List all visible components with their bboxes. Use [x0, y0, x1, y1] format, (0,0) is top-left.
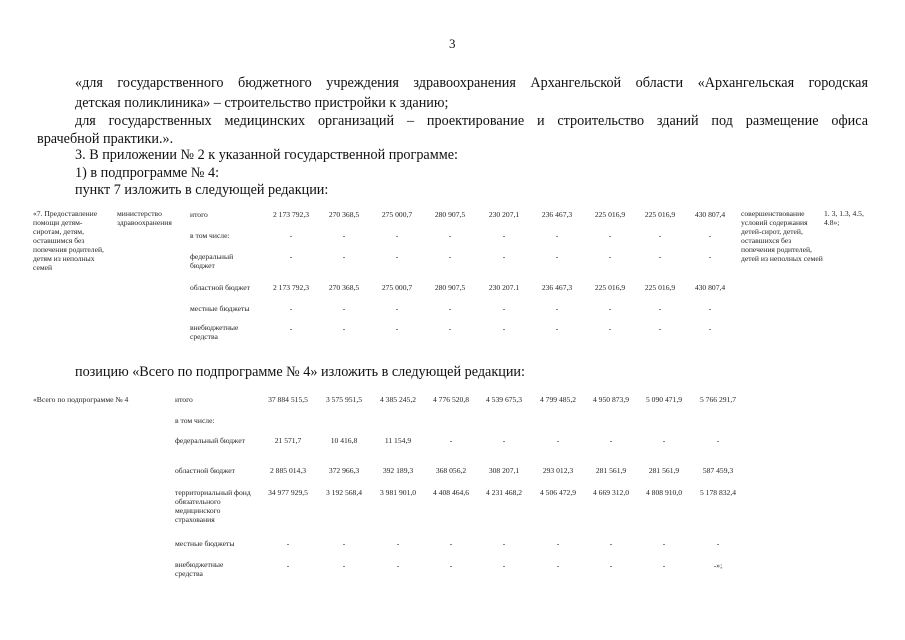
table1-cell: -: [708, 252, 712, 261]
table2-cell: -: [449, 539, 453, 548]
table1-cell: 280 907,5: [434, 283, 466, 292]
table1-cell: -: [658, 304, 662, 313]
table2-cell: -: [342, 561, 346, 570]
table1-row-label: в том числе:: [190, 231, 230, 240]
table1-event-name: «7. Предоставление помощи детям-сиротам, детям, оставшимся без попечения родителей, детям из неполных семей: [33, 209, 104, 272]
table1-cell: -: [502, 252, 506, 261]
table1-cell: -: [502, 324, 506, 333]
table1-cell: -: [448, 252, 452, 261]
table2-cell: 392 189,3: [382, 466, 414, 475]
table1-cell: -: [395, 252, 399, 261]
table1-cell: 430 807,4: [694, 210, 726, 219]
table2-cell: 368 056,2: [435, 466, 467, 475]
table2-cell: 4 231 468,2: [485, 488, 523, 497]
table2-cell: 5 766 291,7: [699, 395, 737, 404]
table2-row-label: итого: [175, 395, 193, 404]
table1-cell: 270 368,5: [328, 210, 360, 219]
table2-cell: -: [396, 561, 400, 570]
table1-cell: -: [289, 324, 293, 333]
table2-cell: 4 408 464,6: [432, 488, 470, 497]
table2-cell: 281 561,9: [648, 466, 680, 475]
table1-cell: -: [448, 304, 452, 313]
table1-cell: -: [448, 324, 452, 333]
table1-cell: 225 016,9: [644, 210, 676, 219]
table2-cell: -: [449, 561, 453, 570]
table1-cell: -: [708, 324, 712, 333]
table2-cell: -: [342, 539, 346, 548]
table2-cell: 308 207,1: [488, 466, 520, 475]
table1-cell: -: [608, 324, 612, 333]
table1-cell: -: [342, 252, 346, 261]
table1-cell: 270 368,5: [328, 283, 360, 292]
table1-cell: -: [448, 231, 452, 240]
table2-row-label: территориальный фонд обязательного медицинского страхования: [175, 488, 251, 524]
table2-cell: 3 981 901,0: [379, 488, 417, 497]
table2-cell: -: [662, 561, 666, 570]
table1-executor: министерство здравоохранения: [117, 209, 172, 227]
table1-cell: 275 000,7: [381, 283, 413, 292]
table2-cell: -: [502, 561, 506, 570]
table2-cell: -: [662, 539, 666, 548]
table2-cell: 3 575 951,5: [325, 395, 363, 404]
intro-line-2: детская поликлиника» – строительство пристройки к зданию;: [75, 95, 449, 111]
item-1: 1) в подпрограмме № 4:: [75, 165, 220, 181]
table1-row-label: федеральный бюджет: [190, 252, 234, 270]
table2-cell: -: [396, 539, 400, 548]
table2-cell: -»;: [713, 561, 723, 570]
intro-line-4: врачебной практики.».: [37, 131, 174, 147]
table1-cell: 280 907,5: [434, 210, 466, 219]
table2-cell: 587 459,3: [702, 466, 734, 475]
table2-cell: -: [286, 561, 290, 570]
table1-cell: -: [289, 304, 293, 313]
table1-cell: -: [608, 304, 612, 313]
table1-cell: 430 807,4: [694, 283, 726, 292]
table2-row-label: в том числе:: [175, 416, 215, 425]
table1-cell: -: [555, 252, 559, 261]
intro-line-3: для государственных медицинских организаций – проектирование и строительство зданий под размещение офиса: [75, 113, 868, 129]
intro-line-1: «для государственного бюджетного учреждения здравоохранения Архангельской области «Архангельская городская: [75, 75, 868, 91]
table1-cell: -: [502, 304, 506, 313]
table2-cell: -: [556, 539, 560, 548]
table2-cell: 4 808 910,0: [645, 488, 683, 497]
table1-cell: -: [502, 231, 506, 240]
table1-cell: 236 467,3: [541, 210, 573, 219]
table2-row-label: местные бюджеты: [175, 539, 235, 548]
table2-cell: 3 192 568,4: [325, 488, 363, 497]
table2-cell: -: [502, 436, 506, 445]
table1-cell: -: [708, 304, 712, 313]
table2-cell: 4 539 675,3: [485, 395, 523, 404]
table1-row-label: внебюджетные средства: [190, 323, 239, 341]
table1-cell: -: [342, 231, 346, 240]
table2-cell: 4 506 472,9: [539, 488, 577, 497]
table1-cell: -: [658, 324, 662, 333]
table1-cell: -: [289, 231, 293, 240]
table2-cell: -: [716, 436, 720, 445]
table2-cell: 4 669 312,0: [592, 488, 630, 497]
table2-cell: -: [716, 539, 720, 548]
table1-cell: 230 207,1: [488, 210, 520, 219]
table1-cell: -: [395, 304, 399, 313]
table1-row-label: местные бюджеты: [190, 304, 250, 313]
table1-cell: -: [395, 324, 399, 333]
table2-cell: -: [662, 436, 666, 445]
table1-cell: 225 016,9: [594, 283, 626, 292]
table2-cell: -: [502, 539, 506, 548]
table2-cell: 5 178 832,4: [699, 488, 737, 497]
point-7-text: пункт 7 изложить в следующей редакции:: [75, 182, 329, 198]
table2-cell: 293 012,3: [542, 466, 574, 475]
table1-cell: -: [342, 324, 346, 333]
table2-cell: 37 884 515,5: [268, 395, 308, 404]
table1-row-label: областной бюджет: [190, 283, 250, 292]
table1-row-label: итого: [190, 210, 208, 219]
table2-cell: -: [286, 539, 290, 548]
table2-cell: -: [609, 561, 613, 570]
table1-cell: 275 000,7: [381, 210, 413, 219]
page-number: 3: [449, 36, 456, 51]
table2-cell: 372 966,3: [328, 466, 360, 475]
table1-cell: -: [708, 231, 712, 240]
table1-cell: -: [555, 304, 559, 313]
table2-cell: 4 799 485,2: [539, 395, 577, 404]
table1-cell: -: [342, 304, 346, 313]
table2-cell: 21 571,7: [274, 436, 302, 445]
table1-cell: 225 016,9: [644, 283, 676, 292]
table2-cell: 5 090 471,9: [645, 395, 683, 404]
table2-cell: -: [556, 561, 560, 570]
table1-cell: 2 173 792,3: [272, 210, 310, 219]
table1-cell: -: [658, 252, 662, 261]
table2-cell: 11 154,9: [384, 436, 412, 445]
table1-cell: 225 016,9: [594, 210, 626, 219]
table2-cell: 281 561,9: [595, 466, 627, 475]
table2-cell: 10 416,8: [330, 436, 358, 445]
table2-cell: -: [556, 436, 560, 445]
item-3: 3. В приложении № 2 к указанной государственной программе:: [75, 147, 458, 163]
table2-title: «Всего по подпрограмме № 4: [33, 395, 129, 404]
table1-cell: -: [555, 231, 559, 240]
table1-cell: -: [395, 231, 399, 240]
table1-expected-result: совершенствование условий содержания детей-сирот, детей, оставшихся без попечения родителей, детей из неполных семей: [741, 209, 823, 263]
table2-cell: 34 977 929,5: [268, 488, 308, 497]
table2-row-label: внебюджетные средства: [175, 560, 224, 578]
table2-cell: 4 950 873,9: [592, 395, 630, 404]
table2-row-label: областной бюджет: [175, 466, 235, 475]
table1-cell: 2 173 792,3: [272, 283, 310, 292]
table1-cell: 236 467,3: [541, 283, 573, 292]
table2-row-label: федеральный бюджет: [175, 436, 245, 445]
table1-refs: 1. 3, 1.3, 4.5, 4.8»;: [824, 209, 864, 227]
table1-cell: -: [555, 324, 559, 333]
table1-cell: -: [608, 252, 612, 261]
position-text: позицию «Всего по подпрограмме № 4» изложить в следующей редакции:: [75, 364, 525, 380]
table2-cell: 2 885 014,3: [269, 466, 307, 475]
table2-cell: -: [609, 539, 613, 548]
table1-cell: -: [289, 252, 293, 261]
table1-cell: -: [658, 231, 662, 240]
table2-cell: -: [449, 436, 453, 445]
table1-cell: 230 207.1: [488, 283, 520, 292]
table2-cell: -: [609, 436, 613, 445]
table2-cell: 4 385 245,2: [379, 395, 417, 404]
table1-cell: -: [608, 231, 612, 240]
table2-cell: 4 776 520,8: [432, 395, 470, 404]
